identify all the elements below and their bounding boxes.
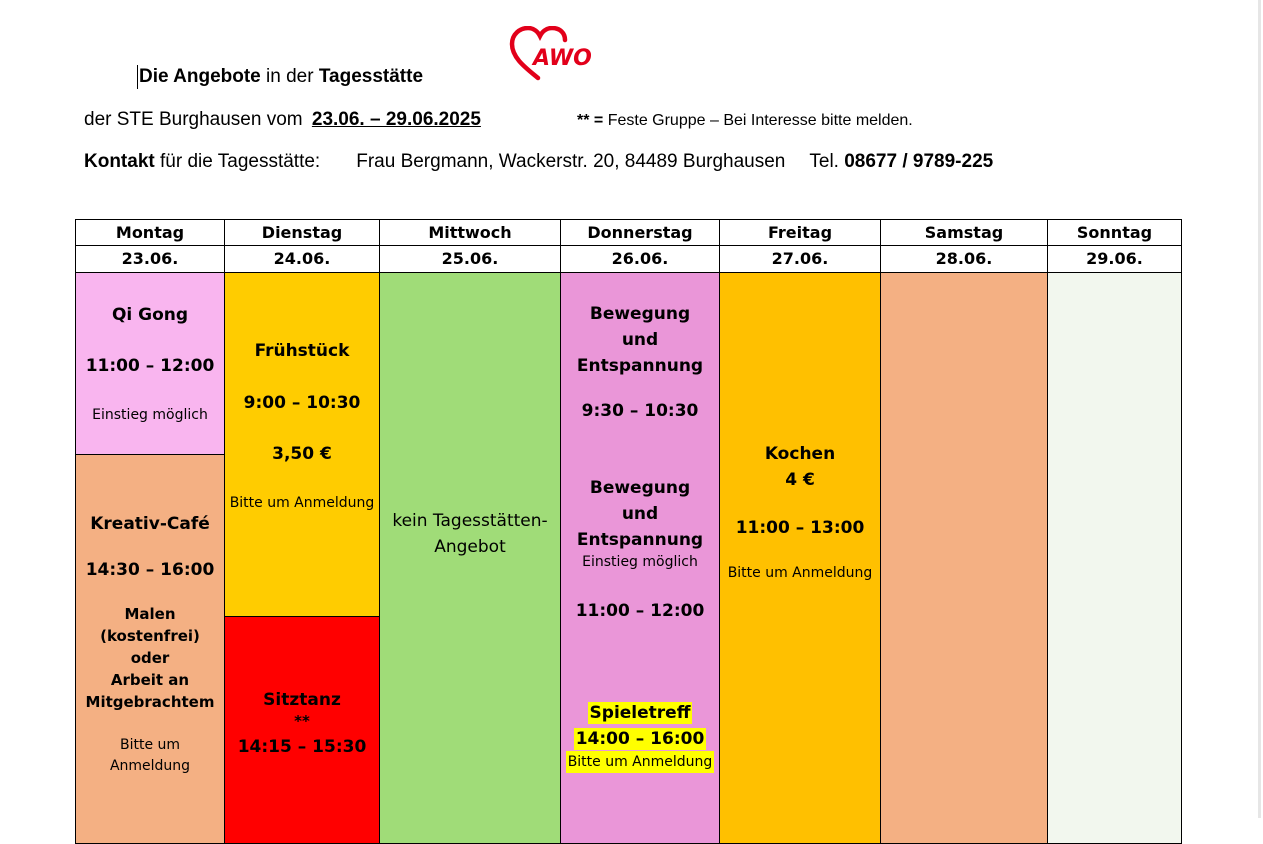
event-desc-line: Arbeit an [110,671,190,689]
no-offer-text: kein Tagesstätten- [392,511,548,531]
date-monday: 23.06. [75,245,225,273]
title-bold-2: Tagesstätte [318,66,424,87]
event-kreativ-cafe [75,454,225,844]
event-note: Einstieg möglich [92,407,208,423]
no-offer-text: Angebot [434,537,506,557]
schedule-table [75,219,1182,839]
title-mid: in der [260,66,319,87]
date-sunday: 29.06. [1047,245,1182,273]
event-title: Kreativ-Café [90,514,210,534]
event-desc-line: oder [130,649,170,667]
page-edge [1258,0,1261,818]
event-note: Bitte um Anmeldung [727,565,873,581]
event-title: Bewegung [589,478,691,498]
event-note: Bitte um Anmeldung [229,495,375,511]
day-header-monday: Montag [75,219,225,246]
date-thursday: 26.06. [560,245,720,273]
event-title: Entspannung [576,356,704,376]
event-desc-line: (kostenfrei) [100,627,200,645]
event-price: 4 € [785,470,815,490]
event-kochen [719,272,881,844]
date-wednesday: 25.06. [379,245,561,273]
event-bewegung-entspannung [560,272,720,844]
event-title: Qi Gong [111,305,189,325]
day-header-wednesday: Mittwoch [379,219,561,246]
day-header-sunday: Sonntag [1047,219,1182,246]
tel-label: Tel. [809,151,845,172]
event-time: 14:15 – 15:30 [237,737,367,757]
spieletreff-time: 14:00 – 16:00 [575,729,705,749]
event-title: Bewegung [589,304,691,324]
event-note: Einstieg möglich [582,554,698,570]
date-range: 23.06. – 29.06.2025 [311,109,481,130]
tel-number: 08677 / 9789-225 [844,151,994,172]
spieletreff-title: Spieletreff [589,703,691,723]
sunday-empty [1047,272,1182,844]
page-title [137,65,423,89]
day-header-saturday: Samstag [880,219,1048,246]
day-header-friday: Freitag [719,219,881,246]
event-title: und [621,504,659,524]
event-kein-angebot [379,272,561,844]
fixed-group-stars: ** [294,712,310,730]
day-header-thursday: Donnerstag [560,219,720,246]
spieletreff-note: Bitte um Anmeldung [566,751,715,773]
note-stars: ** = [577,112,604,129]
event-title: Kochen [764,444,836,464]
event-desc-line: Malen [124,605,176,623]
event-desc-line: Mitgebrachtem [85,693,215,711]
event-qi-gong [75,272,225,455]
title-bold-1: Die Angebote [139,66,261,87]
event-time: 9:30 – 10:30 [581,401,699,421]
event-price: 3,50 € [272,444,332,464]
awo-logo [508,26,594,84]
contact-text: für die Tagesstätte: [154,151,321,172]
group-note [577,111,913,131]
event-time: 14:30 – 16:00 [85,560,215,580]
date-tuesday: 24.06. [224,245,380,273]
saturday-empty [880,272,1048,844]
event-title: und [621,330,659,350]
event-title: Frühstück [254,341,350,361]
date-saturday: 28.06. [880,245,1048,273]
event-time: 11:00 – 12:00 [85,356,215,376]
event-sitztanz [224,616,380,844]
event-time: 11:00 – 12:00 [575,601,705,621]
contact-label: Kontakt [84,151,155,172]
note-text: Feste Gruppe – Bei Interesse bitte melden. [603,112,913,129]
event-title: Entspannung [576,530,704,550]
event-note: Anmeldung [109,758,191,774]
date-friday: 27.06. [719,245,881,273]
event-note: Bitte um [119,737,181,753]
subtitle [84,108,481,132]
event-time: 9:00 – 10:30 [243,393,361,413]
event-title: Sitztanz [263,690,341,710]
event-fruehstueck [224,272,380,617]
subtitle-prefix: der STE Burghausen vom [84,109,308,130]
day-header-tuesday: Dienstag [224,219,380,246]
event-time: 11:00 – 13:00 [735,518,865,538]
contact-person: Frau Bergmann, Wackerstr. 20, 84489 Burghausen [356,151,786,172]
svg-text:AWO: AWO [533,46,592,71]
contact-line [84,150,993,174]
